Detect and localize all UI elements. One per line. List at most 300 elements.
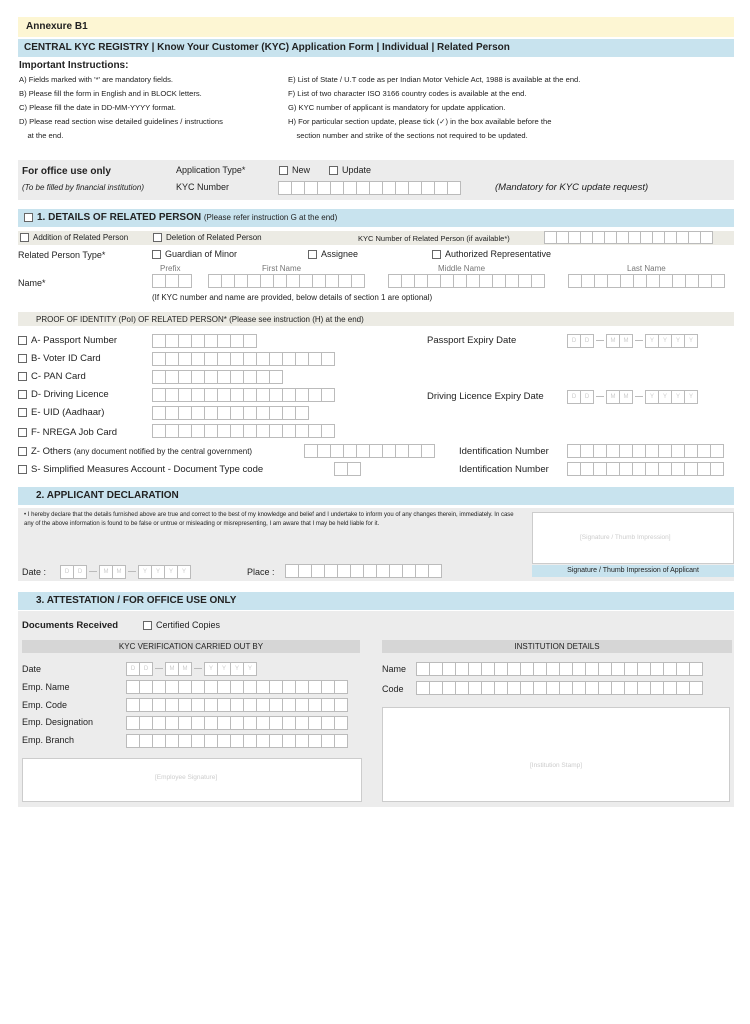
input-cell[interactable] [282, 352, 296, 366]
uid-checkbox[interactable] [18, 408, 27, 417]
input-cell[interactable] [247, 274, 261, 288]
input-cell[interactable] [363, 564, 377, 578]
passport-checkbox[interactable] [18, 336, 27, 345]
input-cell[interactable] [453, 274, 467, 288]
date-cell[interactable]: Y [645, 390, 659, 404]
input-cell[interactable] [165, 274, 179, 288]
input-cell[interactable] [658, 462, 672, 476]
input-cell[interactable] [165, 716, 179, 730]
date-cell[interactable]: Y [217, 662, 231, 676]
input-cell[interactable] [429, 681, 443, 695]
input-cell[interactable] [308, 352, 322, 366]
input-cell[interactable] [217, 388, 231, 402]
input-cell[interactable] [282, 388, 296, 402]
input-cell[interactable] [256, 424, 270, 438]
input-cell[interactable] [338, 274, 352, 288]
input-cell[interactable] [217, 370, 231, 384]
input-cell[interactable] [165, 698, 179, 712]
input-cell[interactable] [311, 564, 325, 578]
kyc-number-input[interactable] [278, 181, 460, 195]
input-cell[interactable] [546, 662, 560, 676]
date-cell[interactable]: M [165, 662, 179, 676]
guardian-checkbox[interactable] [152, 250, 161, 259]
input-cell[interactable] [533, 681, 547, 695]
assignee-checkbox[interactable] [308, 250, 317, 259]
input-cell[interactable] [607, 274, 621, 288]
input-cell[interactable] [663, 681, 677, 695]
input-cell[interactable] [217, 334, 231, 348]
input-cell[interactable] [256, 734, 270, 748]
input-cell[interactable] [308, 698, 322, 712]
input-cell[interactable] [295, 698, 309, 712]
input-cell[interactable] [165, 370, 179, 384]
input-cell[interactable] [594, 274, 608, 288]
input-cell[interactable] [165, 352, 179, 366]
date-cell[interactable]: Y [243, 662, 257, 676]
input-cell[interactable] [466, 274, 480, 288]
certified-option[interactable] [143, 620, 220, 630]
input-cell[interactable] [256, 680, 270, 694]
date-cell[interactable]: Y [138, 565, 152, 579]
inst-code-input[interactable] [416, 681, 702, 695]
others-checkbox[interactable] [18, 447, 27, 456]
input-cell[interactable] [455, 662, 469, 676]
driving-input[interactable] [152, 388, 334, 402]
input-cell[interactable] [334, 716, 348, 730]
input-cell[interactable] [672, 274, 686, 288]
input-cell[interactable] [256, 406, 270, 420]
voter-input[interactable] [152, 352, 334, 366]
date-cell[interactable]: M [619, 334, 633, 348]
date-cell[interactable]: M [606, 390, 620, 404]
input-cell[interactable] [282, 424, 296, 438]
input-cell[interactable] [520, 662, 534, 676]
input-cell[interactable] [650, 662, 664, 676]
input-cell[interactable] [152, 388, 166, 402]
input-cell[interactable] [269, 716, 283, 730]
input-cell[interactable] [295, 716, 309, 730]
input-cell[interactable] [585, 662, 599, 676]
addition-checkbox[interactable] [20, 233, 29, 242]
uid-input[interactable] [152, 406, 308, 420]
input-cell[interactable] [351, 274, 365, 288]
date-cell[interactable]: Y [671, 390, 685, 404]
authorized-option[interactable] [432, 249, 551, 259]
input-cell[interactable] [152, 680, 166, 694]
input-cell[interactable] [243, 352, 257, 366]
input-cell[interactable] [208, 274, 222, 288]
input-cell[interactable] [152, 406, 166, 420]
input-cell[interactable] [710, 462, 724, 476]
input-cell[interactable] [481, 662, 495, 676]
input-cell[interactable] [684, 444, 698, 458]
input-cell[interactable] [178, 698, 192, 712]
input-cell[interactable] [479, 274, 493, 288]
input-cell[interactable] [440, 274, 454, 288]
input-cell[interactable] [269, 680, 283, 694]
input-cell[interactable] [382, 181, 396, 195]
input-cell[interactable] [230, 334, 244, 348]
input-cell[interactable] [442, 662, 456, 676]
input-cell[interactable] [178, 388, 192, 402]
authorized-checkbox[interactable] [432, 250, 441, 259]
input-cell[interactable] [204, 370, 218, 384]
input-cell[interactable] [676, 662, 690, 676]
input-cell[interactable] [632, 462, 646, 476]
input-cell[interactable] [152, 370, 166, 384]
input-cell[interactable] [402, 564, 416, 578]
update-option[interactable] [329, 165, 371, 175]
input-cell[interactable] [494, 662, 508, 676]
input-cell[interactable] [178, 274, 192, 288]
input-cell[interactable] [178, 424, 192, 438]
input-cell[interactable] [494, 681, 508, 695]
input-cell[interactable] [321, 680, 335, 694]
simplified-id-input[interactable] [567, 462, 723, 476]
input-cell[interactable] [334, 680, 348, 694]
input-cell[interactable] [308, 388, 322, 402]
input-cell[interactable] [295, 388, 309, 402]
input-cell[interactable] [152, 274, 166, 288]
input-cell[interactable] [191, 716, 205, 730]
input-cell[interactable] [330, 444, 344, 458]
input-cell[interactable] [191, 388, 205, 402]
input-cell[interactable] [256, 698, 270, 712]
pan-option[interactable] [18, 371, 86, 382]
input-cell[interactable] [646, 274, 660, 288]
emp-code-input[interactable] [126, 698, 347, 712]
simplified-option[interactable] [18, 464, 263, 475]
input-cell[interactable] [126, 716, 140, 730]
input-cell[interactable] [260, 274, 274, 288]
input-cell[interactable] [468, 662, 482, 676]
date-cell[interactable]: Y [671, 334, 685, 348]
decl-date-input[interactable] [60, 565, 190, 579]
input-cell[interactable] [321, 352, 335, 366]
place-input[interactable] [285, 564, 441, 578]
driving-checkbox[interactable] [18, 390, 27, 399]
input-cell[interactable] [685, 274, 699, 288]
input-cell[interactable] [304, 444, 318, 458]
input-cell[interactable] [593, 462, 607, 476]
input-cell[interactable] [191, 370, 205, 384]
input-cell[interactable] [507, 681, 521, 695]
guardian-option[interactable] [152, 249, 237, 259]
nrega-input[interactable] [152, 424, 334, 438]
input-cell[interactable] [204, 406, 218, 420]
input-cell[interactable] [356, 181, 370, 195]
date-cell[interactable]: D [139, 662, 153, 676]
input-cell[interactable] [230, 406, 244, 420]
input-cell[interactable] [278, 181, 292, 195]
input-cell[interactable] [321, 388, 335, 402]
input-cell[interactable] [230, 424, 244, 438]
input-cell[interactable] [700, 231, 713, 244]
new-option[interactable] [279, 165, 310, 175]
input-cell[interactable] [204, 680, 218, 694]
input-cell[interactable] [559, 662, 573, 676]
input-cell[interactable] [507, 662, 521, 676]
input-cell[interactable] [324, 564, 338, 578]
input-cell[interactable] [546, 681, 560, 695]
date-cell[interactable]: Y [164, 565, 178, 579]
date-cell[interactable]: Y [151, 565, 165, 579]
input-cell[interactable] [256, 352, 270, 366]
assignee-option[interactable] [308, 249, 358, 259]
input-cell[interactable] [165, 424, 179, 438]
date-cell[interactable]: Y [230, 662, 244, 676]
input-cell[interactable] [204, 734, 218, 748]
emp-branch-input[interactable] [126, 734, 347, 748]
input-cell[interactable] [285, 564, 299, 578]
input-cell[interactable] [325, 274, 339, 288]
input-cell[interactable] [230, 370, 244, 384]
input-cell[interactable] [710, 444, 724, 458]
prefix-input[interactable] [152, 274, 191, 288]
input-cell[interactable] [671, 462, 685, 476]
input-cell[interactable] [152, 734, 166, 748]
input-cell[interactable] [633, 274, 647, 288]
input-cell[interactable] [191, 424, 205, 438]
first-name-input[interactable] [208, 274, 364, 288]
input-cell[interactable] [347, 462, 361, 476]
passport-expiry-input[interactable] [567, 334, 697, 348]
input-cell[interactable] [282, 716, 296, 730]
date-cell[interactable]: D [567, 334, 581, 348]
input-cell[interactable] [152, 352, 166, 366]
input-cell[interactable] [580, 462, 594, 476]
emp-desig-input[interactable] [126, 716, 347, 730]
input-cell[interactable] [269, 734, 283, 748]
date-cell[interactable]: Y [204, 662, 218, 676]
input-cell[interactable] [221, 274, 235, 288]
input-cell[interactable] [395, 181, 409, 195]
input-cell[interactable] [139, 716, 153, 730]
input-cell[interactable] [217, 698, 231, 712]
input-cell[interactable] [165, 734, 179, 748]
input-cell[interactable] [304, 181, 318, 195]
input-cell[interactable] [427, 274, 441, 288]
input-cell[interactable] [312, 274, 326, 288]
deletion-checkbox[interactable] [153, 233, 162, 242]
input-cell[interactable] [230, 734, 244, 748]
date-cell[interactable]: D [567, 390, 581, 404]
input-cell[interactable] [598, 681, 612, 695]
section1-checkbox[interactable] [24, 213, 33, 222]
input-cell[interactable] [152, 716, 166, 730]
nrega-option[interactable] [18, 427, 117, 438]
input-cell[interactable] [256, 370, 270, 384]
input-cell[interactable] [282, 680, 296, 694]
input-cell[interactable] [269, 352, 283, 366]
date-cell[interactable]: Y [177, 565, 191, 579]
input-cell[interactable] [217, 680, 231, 694]
input-cell[interactable] [269, 698, 283, 712]
input-cell[interactable] [611, 681, 625, 695]
input-cell[interactable] [434, 181, 448, 195]
input-cell[interactable] [321, 424, 335, 438]
dl-expiry-input[interactable] [567, 390, 697, 404]
date-cell[interactable]: D [73, 565, 87, 579]
simplified-checkbox[interactable] [18, 465, 27, 474]
input-cell[interactable] [269, 424, 283, 438]
input-cell[interactable] [243, 734, 257, 748]
date-cell[interactable]: M [112, 565, 126, 579]
date-cell[interactable]: D [580, 334, 594, 348]
input-cell[interactable] [204, 352, 218, 366]
date-cell[interactable]: M [178, 662, 192, 676]
input-cell[interactable] [152, 424, 166, 438]
input-cell[interactable] [317, 444, 331, 458]
inst-name-input[interactable] [416, 662, 702, 676]
input-cell[interactable] [230, 352, 244, 366]
date-cell[interactable]: M [606, 334, 620, 348]
input-cell[interactable] [658, 444, 672, 458]
input-cell[interactable] [330, 181, 344, 195]
input-cell[interactable] [624, 662, 638, 676]
input-cell[interactable] [165, 334, 179, 348]
input-cell[interactable] [421, 181, 435, 195]
doc-type-input[interactable] [334, 462, 360, 476]
input-cell[interactable] [243, 424, 257, 438]
input-cell[interactable] [282, 406, 296, 420]
input-cell[interactable] [572, 681, 586, 695]
input-cell[interactable] [204, 388, 218, 402]
input-cell[interactable] [697, 444, 711, 458]
input-cell[interactable] [611, 662, 625, 676]
input-cell[interactable] [243, 406, 257, 420]
middle-name-input[interactable] [388, 274, 544, 288]
input-cell[interactable] [269, 370, 283, 384]
date-cell[interactable]: D [126, 662, 140, 676]
input-cell[interactable] [165, 680, 179, 694]
date-cell[interactable]: Y [658, 390, 672, 404]
date-cell[interactable]: Y [645, 334, 659, 348]
input-cell[interactable] [191, 734, 205, 748]
input-cell[interactable] [295, 424, 309, 438]
input-cell[interactable] [256, 388, 270, 402]
input-cell[interactable] [217, 406, 231, 420]
others-id-input[interactable] [567, 444, 723, 458]
input-cell[interactable] [308, 680, 322, 694]
input-cell[interactable] [620, 274, 634, 288]
input-cell[interactable] [689, 681, 703, 695]
input-cell[interactable] [139, 698, 153, 712]
input-cell[interactable] [428, 564, 442, 578]
voter-checkbox[interactable] [18, 354, 27, 363]
input-cell[interactable] [308, 734, 322, 748]
input-cell[interactable] [447, 181, 461, 195]
input-cell[interactable] [698, 274, 712, 288]
input-cell[interactable] [414, 274, 428, 288]
input-cell[interactable] [204, 698, 218, 712]
voter-option[interactable] [18, 353, 101, 364]
input-cell[interactable] [593, 444, 607, 458]
input-cell[interactable] [295, 680, 309, 694]
input-cell[interactable] [421, 444, 435, 458]
input-cell[interactable] [632, 444, 646, 458]
input-cell[interactable] [650, 681, 664, 695]
input-cell[interactable] [684, 462, 698, 476]
input-cell[interactable] [230, 716, 244, 730]
input-cell[interactable] [230, 388, 244, 402]
input-cell[interactable] [291, 181, 305, 195]
update-checkbox[interactable] [329, 166, 338, 175]
input-cell[interactable] [178, 352, 192, 366]
input-cell[interactable] [408, 444, 422, 458]
input-cell[interactable] [178, 406, 192, 420]
input-cell[interactable] [217, 716, 231, 730]
date-cell[interactable]: D [580, 390, 594, 404]
input-cell[interactable] [178, 370, 192, 384]
input-cell[interactable] [624, 681, 638, 695]
input-cell[interactable] [531, 274, 545, 288]
input-cell[interactable] [299, 274, 313, 288]
input-cell[interactable] [337, 564, 351, 578]
kyc-related-input[interactable] [544, 231, 712, 244]
input-cell[interactable] [388, 274, 402, 288]
input-cell[interactable] [382, 444, 396, 458]
input-cell[interactable] [637, 662, 651, 676]
others-input[interactable] [304, 444, 434, 458]
input-cell[interactable] [481, 681, 495, 695]
input-cell[interactable] [637, 681, 651, 695]
input-cell[interactable] [442, 681, 456, 695]
input-cell[interactable] [295, 406, 309, 420]
input-cell[interactable] [581, 274, 595, 288]
certified-checkbox[interactable] [143, 621, 152, 630]
input-cell[interactable] [408, 181, 422, 195]
input-cell[interactable] [204, 716, 218, 730]
input-cell[interactable] [139, 680, 153, 694]
input-cell[interactable] [429, 662, 443, 676]
input-cell[interactable] [659, 274, 673, 288]
input-cell[interactable] [126, 680, 140, 694]
input-cell[interactable] [334, 462, 348, 476]
input-cell[interactable] [619, 462, 633, 476]
passport-option[interactable] [18, 335, 117, 346]
input-cell[interactable] [178, 734, 192, 748]
others-option[interactable] [18, 446, 252, 457]
input-cell[interactable] [269, 406, 283, 420]
input-cell[interactable] [468, 681, 482, 695]
input-cell[interactable] [269, 388, 283, 402]
driving-option[interactable] [18, 389, 109, 400]
input-cell[interactable] [572, 662, 586, 676]
input-cell[interactable] [282, 698, 296, 712]
input-cell[interactable] [416, 662, 430, 676]
input-cell[interactable] [580, 444, 594, 458]
input-cell[interactable] [126, 698, 140, 712]
input-cell[interactable] [243, 370, 257, 384]
input-cell[interactable] [455, 681, 469, 695]
input-cell[interactable] [369, 181, 383, 195]
input-cell[interactable] [234, 274, 248, 288]
date-cell[interactable]: D [60, 565, 74, 579]
input-cell[interactable] [606, 444, 620, 458]
input-cell[interactable] [492, 274, 506, 288]
input-cell[interactable] [321, 716, 335, 730]
input-cell[interactable] [376, 564, 390, 578]
input-cell[interactable] [395, 444, 409, 458]
input-cell[interactable] [243, 334, 257, 348]
passport-input[interactable] [152, 334, 256, 348]
date-cell[interactable]: Y [684, 334, 698, 348]
deletion-option[interactable] [153, 233, 262, 242]
input-cell[interactable] [191, 334, 205, 348]
input-cell[interactable] [178, 680, 192, 694]
input-cell[interactable] [217, 352, 231, 366]
